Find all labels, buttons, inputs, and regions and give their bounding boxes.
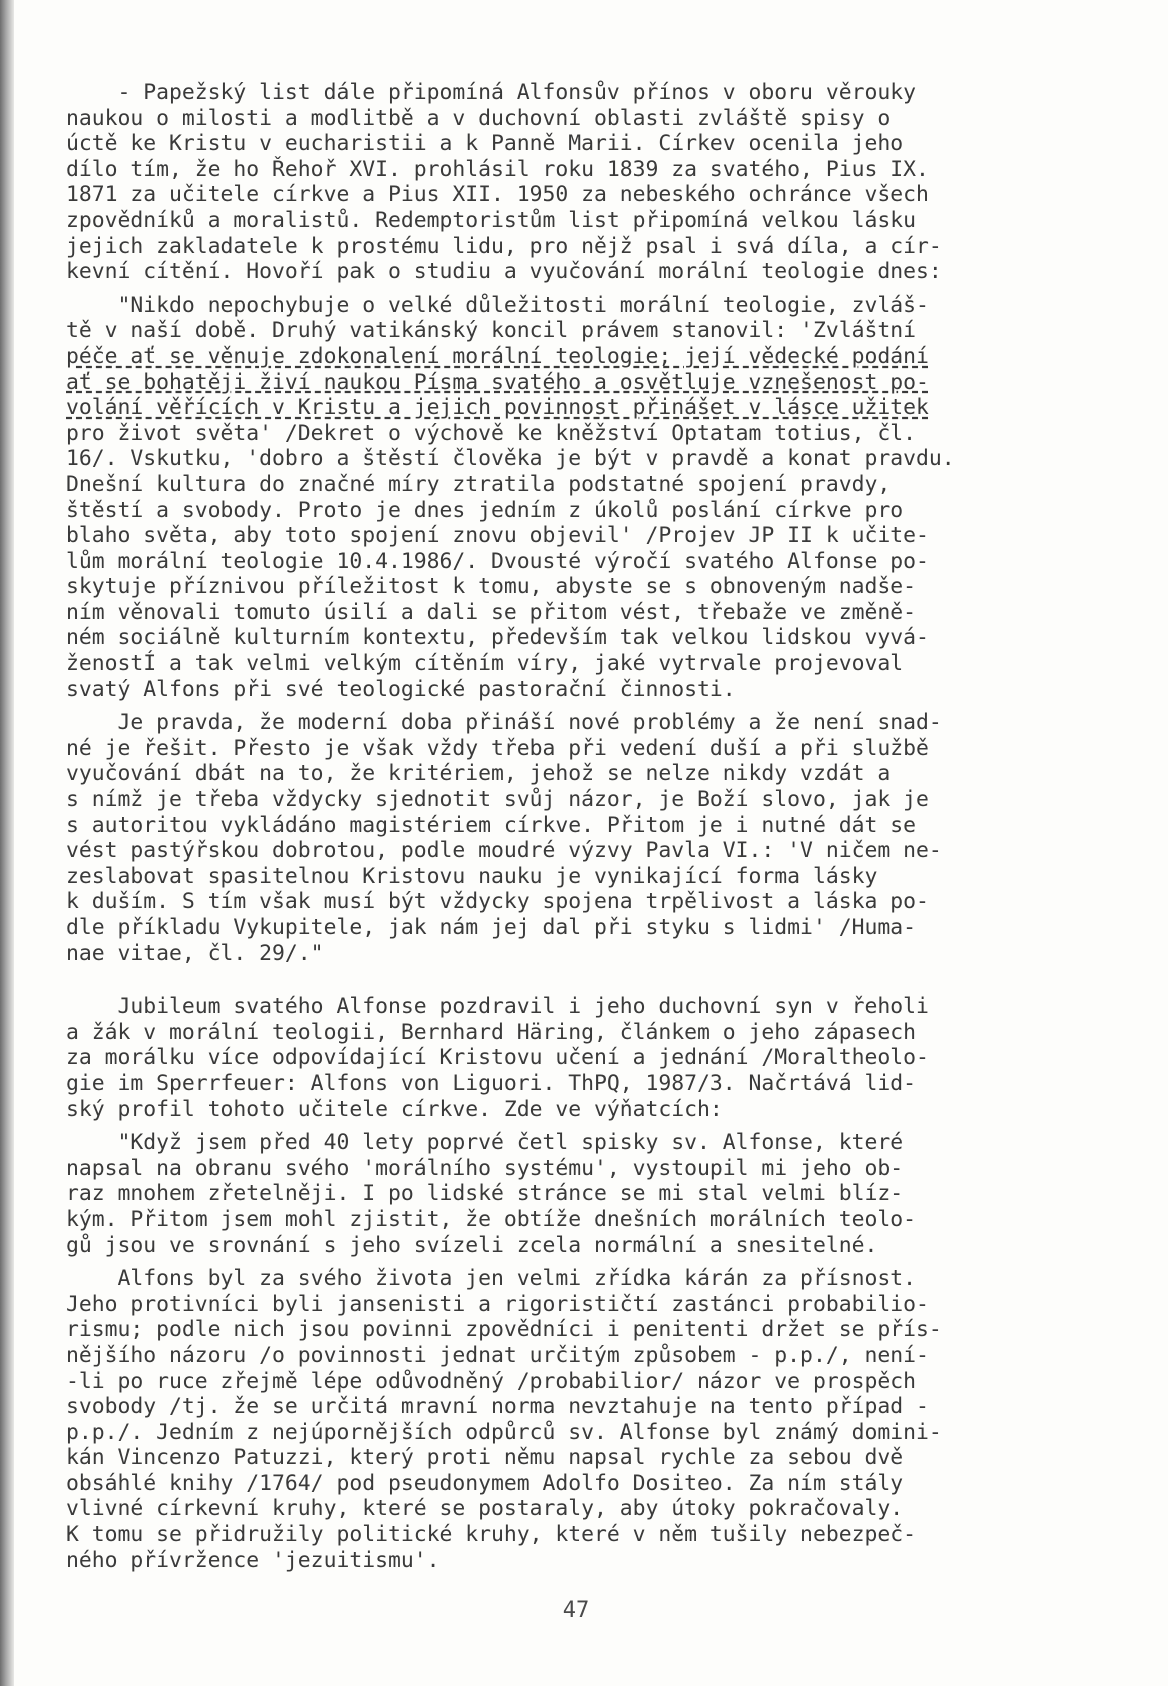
section-gap	[66, 966, 1108, 994]
text-line: gů jsou ve srovnání s jeho svízeli zcela normální a snesitelné.	[66, 1232, 878, 1258]
text-line: ním věnovali tomuto úsilí a dali se přitom vést, třebaže ve změně-	[66, 599, 916, 625]
text-line: štěstí a svobody. Proto je dnes jedním z úkolů poslání církve pro	[66, 497, 904, 523]
text-line: a žák v morální teologii, Bernhard Häring, článkem o jeho zápasech	[66, 1019, 916, 1045]
text-line: dílo tím, že ho Řehoř XVI. prohlásil roku 1839 za svatého, Pius IX.	[66, 156, 929, 182]
text-line: rismu; podle nich jsou povinni zpovědníci i penitenti držet se přís-	[66, 1317, 942, 1343]
binding-shadow	[0, 0, 14, 1686]
text-line: raz mnohem zřetelněji. I po lidské stránce se mi stal velmi blíz-	[66, 1181, 904, 1207]
text-line: "Nikdo nepochybuje o velké důležitosti morální teologie, zvláš-	[66, 292, 929, 318]
text-line: dle příkladu Vykupitele, jak nám jej dal při styku s lidmi' /Huma-	[66, 915, 916, 940]
paragraph-jubilee-haring	[66, 994, 1108, 1122]
text-line: úctě ke Kristu v eucharistii a k Panně Marii. Církev ocenila jeho	[66, 131, 904, 157]
text-line: nějšího názoru /o povinnosti jednat určitým způsobem - p.p./, není-	[66, 1342, 929, 1368]
text-line: k duším. S tím však musí být vždycky spojena trpělivost a láska po-	[66, 889, 929, 915]
text-line-underlined: volání věřících v Kristu a jejich povinnost přinášet v lásce užitek	[66, 395, 929, 421]
text-line: za morálku více odpovídající Kristovu učení a jednání /Moraltheolo-	[66, 1045, 929, 1071]
paragraph-gap	[66, 1122, 1108, 1130]
paragraph-quote-haring	[66, 1130, 1108, 1258]
text-line: vyučování dbát na to, že kritériem, jehož se nelze nikdy vzdát a	[66, 761, 891, 787]
text-line: 1871 za učitele církve a Pius XII. 1950 za nebeského ochránce všech	[66, 182, 929, 208]
text-line: kým. Přitom jsem mohl zjistit, že obtíže dnešních morálních teolo-	[66, 1206, 916, 1232]
text-line: Je pravda, že moderní doba přináší nové problémy a že není snad-	[66, 710, 942, 736]
paragraph-encyclical-summary	[66, 80, 1108, 285]
paragraph-gap	[66, 1258, 1108, 1266]
text-line-underlined: péče ať se věnuje zdokonalení morální teologie; její vědecké podání	[66, 343, 929, 369]
text-line: s autoritou vykládáno magistériem církve. Přitom je i nutné dát se	[66, 812, 916, 838]
text-line-underlined: ať se bohatěji živí naukou Písma svatého a osvětluje vznešenost po-	[66, 369, 929, 395]
text-line: nae vitae, čl. 29/."	[66, 940, 324, 966]
text-line: "Když jsem před 40 lety poprvé četl spisky sv. Alfonse, které	[66, 1130, 904, 1156]
paragraph-alfons-critics	[66, 1266, 1108, 1573]
text-line: zeslabovat spasitelnou Kristovu nauku je vynikající forma lásky	[66, 863, 878, 889]
text-line: gie im Sperrfeuer: Alfons von Liguori. ThPQ, 1987/3. Načrtává lid-	[66, 1070, 916, 1096]
text-line: K tomu se přidružily politické kruhy, které v něm tušily nebezpeč-	[66, 1522, 916, 1548]
text-line: naukou o milosti a modlitbě a v duchovní oblasti zvláště spisy o	[66, 105, 891, 131]
text-line: vlivné církevní kruhy, které se postaraly, aby útoky pokračovaly.	[66, 1496, 904, 1522]
text-line: blaho světa, aby toto spojení znovu objevil' /Projev JP II k učite-	[66, 523, 929, 549]
text-line: tě v naší době. Druhý vatikánský koncil právem stanovil: 'Zvláštní	[66, 318, 916, 344]
text-line: né je řešit. Přesto je však vždy třeba při vedení duší a při službě	[66, 735, 929, 761]
paragraph-modern-problems	[66, 710, 1108, 966]
text-line: skytuje příznivou příležitost k tomu, abyste se s obnoveným nadše-	[66, 574, 916, 600]
text-line: svobody /tj. že se určitá mravní norma nevztahuje na tento případ -	[66, 1394, 929, 1420]
page-text	[66, 80, 1108, 1573]
paragraph-gap	[66, 285, 1108, 293]
text-line: ský profil tohoto učitele církve. Zde ve výňatcích:	[66, 1096, 723, 1122]
text-line: obsáhlé knihy /1764/ pod pseudonymem Adolfo Dositeo. Za ním stály	[66, 1470, 904, 1496]
text-line: ném sociálně kulturním kontextu, především tak velkou lidskou vyvá-	[66, 625, 929, 651]
text-line: Alfons byl za svého života jen velmi zřídka kárán za přísnost.	[66, 1266, 916, 1292]
text-line: kán Vincenzo Patuzzi, který proti němu napsal rychle za sebou dvě	[66, 1445, 904, 1471]
text-line: lům morální teologie 10.4.1986/. Dvousté výročí svatého Alfonse po-	[66, 548, 929, 574]
text-line: vést pastýřskou dobrotou, podle moudré výzvy Pavla VI.: 'V ničem ne-	[66, 838, 942, 864]
text-line: p.p./. Jedním z nejúpornějších odpůrců sv. Alfonse byl známý domini-	[66, 1419, 942, 1445]
text-line: Jeho protivníci byli jansenisti a rigorističtí zastánci probabilio-	[66, 1291, 929, 1317]
text-line: s nímž je třeba vždycky sjednotit svůj názor, je Boží slovo, jak je	[66, 787, 929, 813]
text-line: Dnešní kultura do značné míry ztratila podstatné spojení pravdy,	[66, 471, 891, 497]
paragraph-quote-moral-theology	[66, 293, 1108, 703]
text-line: ženostÍ a tak velmi velkým cítěním víry, jaké vytrvale projevoval	[66, 651, 904, 677]
text-line: ného přívržence 'jezuitismu'.	[66, 1547, 440, 1573]
text-line: svatý Alfons při své teologické pastorační činnosti.	[66, 676, 736, 702]
text-line: jejich zakladatele k prostému lidu, pro nějž psal i svá díla, a cír-	[66, 233, 942, 259]
text-line: 16/. Vskutku, 'dobro a štěstí člověka je být v pravdě a konat pravdu.	[66, 446, 955, 472]
text-line: pro život světa' /Dekret o výchově ke kněžství Optatam totius, čl.	[66, 420, 916, 446]
text-line: zpovědníků a moralistů. Redemptoristům list připomíná velkou lásku	[66, 207, 916, 233]
text-line: kevní cítění. Hovoří pak o studiu a vyučování morální teologie dnes:	[66, 259, 942, 285]
paragraph-gap	[66, 702, 1108, 710]
text-line: napsal na obranu svého 'morálního systému', vystoupil mi jeho ob-	[66, 1155, 904, 1181]
text-line: - Papežský list dále připomíná Alfonsův přínos v oboru věrouky	[66, 80, 916, 105]
page-number: 47	[562, 1598, 590, 1623]
text-line: Jubileum svatého Alfonse pozdravil i jeho duchovní syn v řeholi	[66, 994, 929, 1020]
text-line: -li po ruce zřejmě lépe odůvodněný /probabilior/ názor ve prospěch	[66, 1368, 916, 1394]
